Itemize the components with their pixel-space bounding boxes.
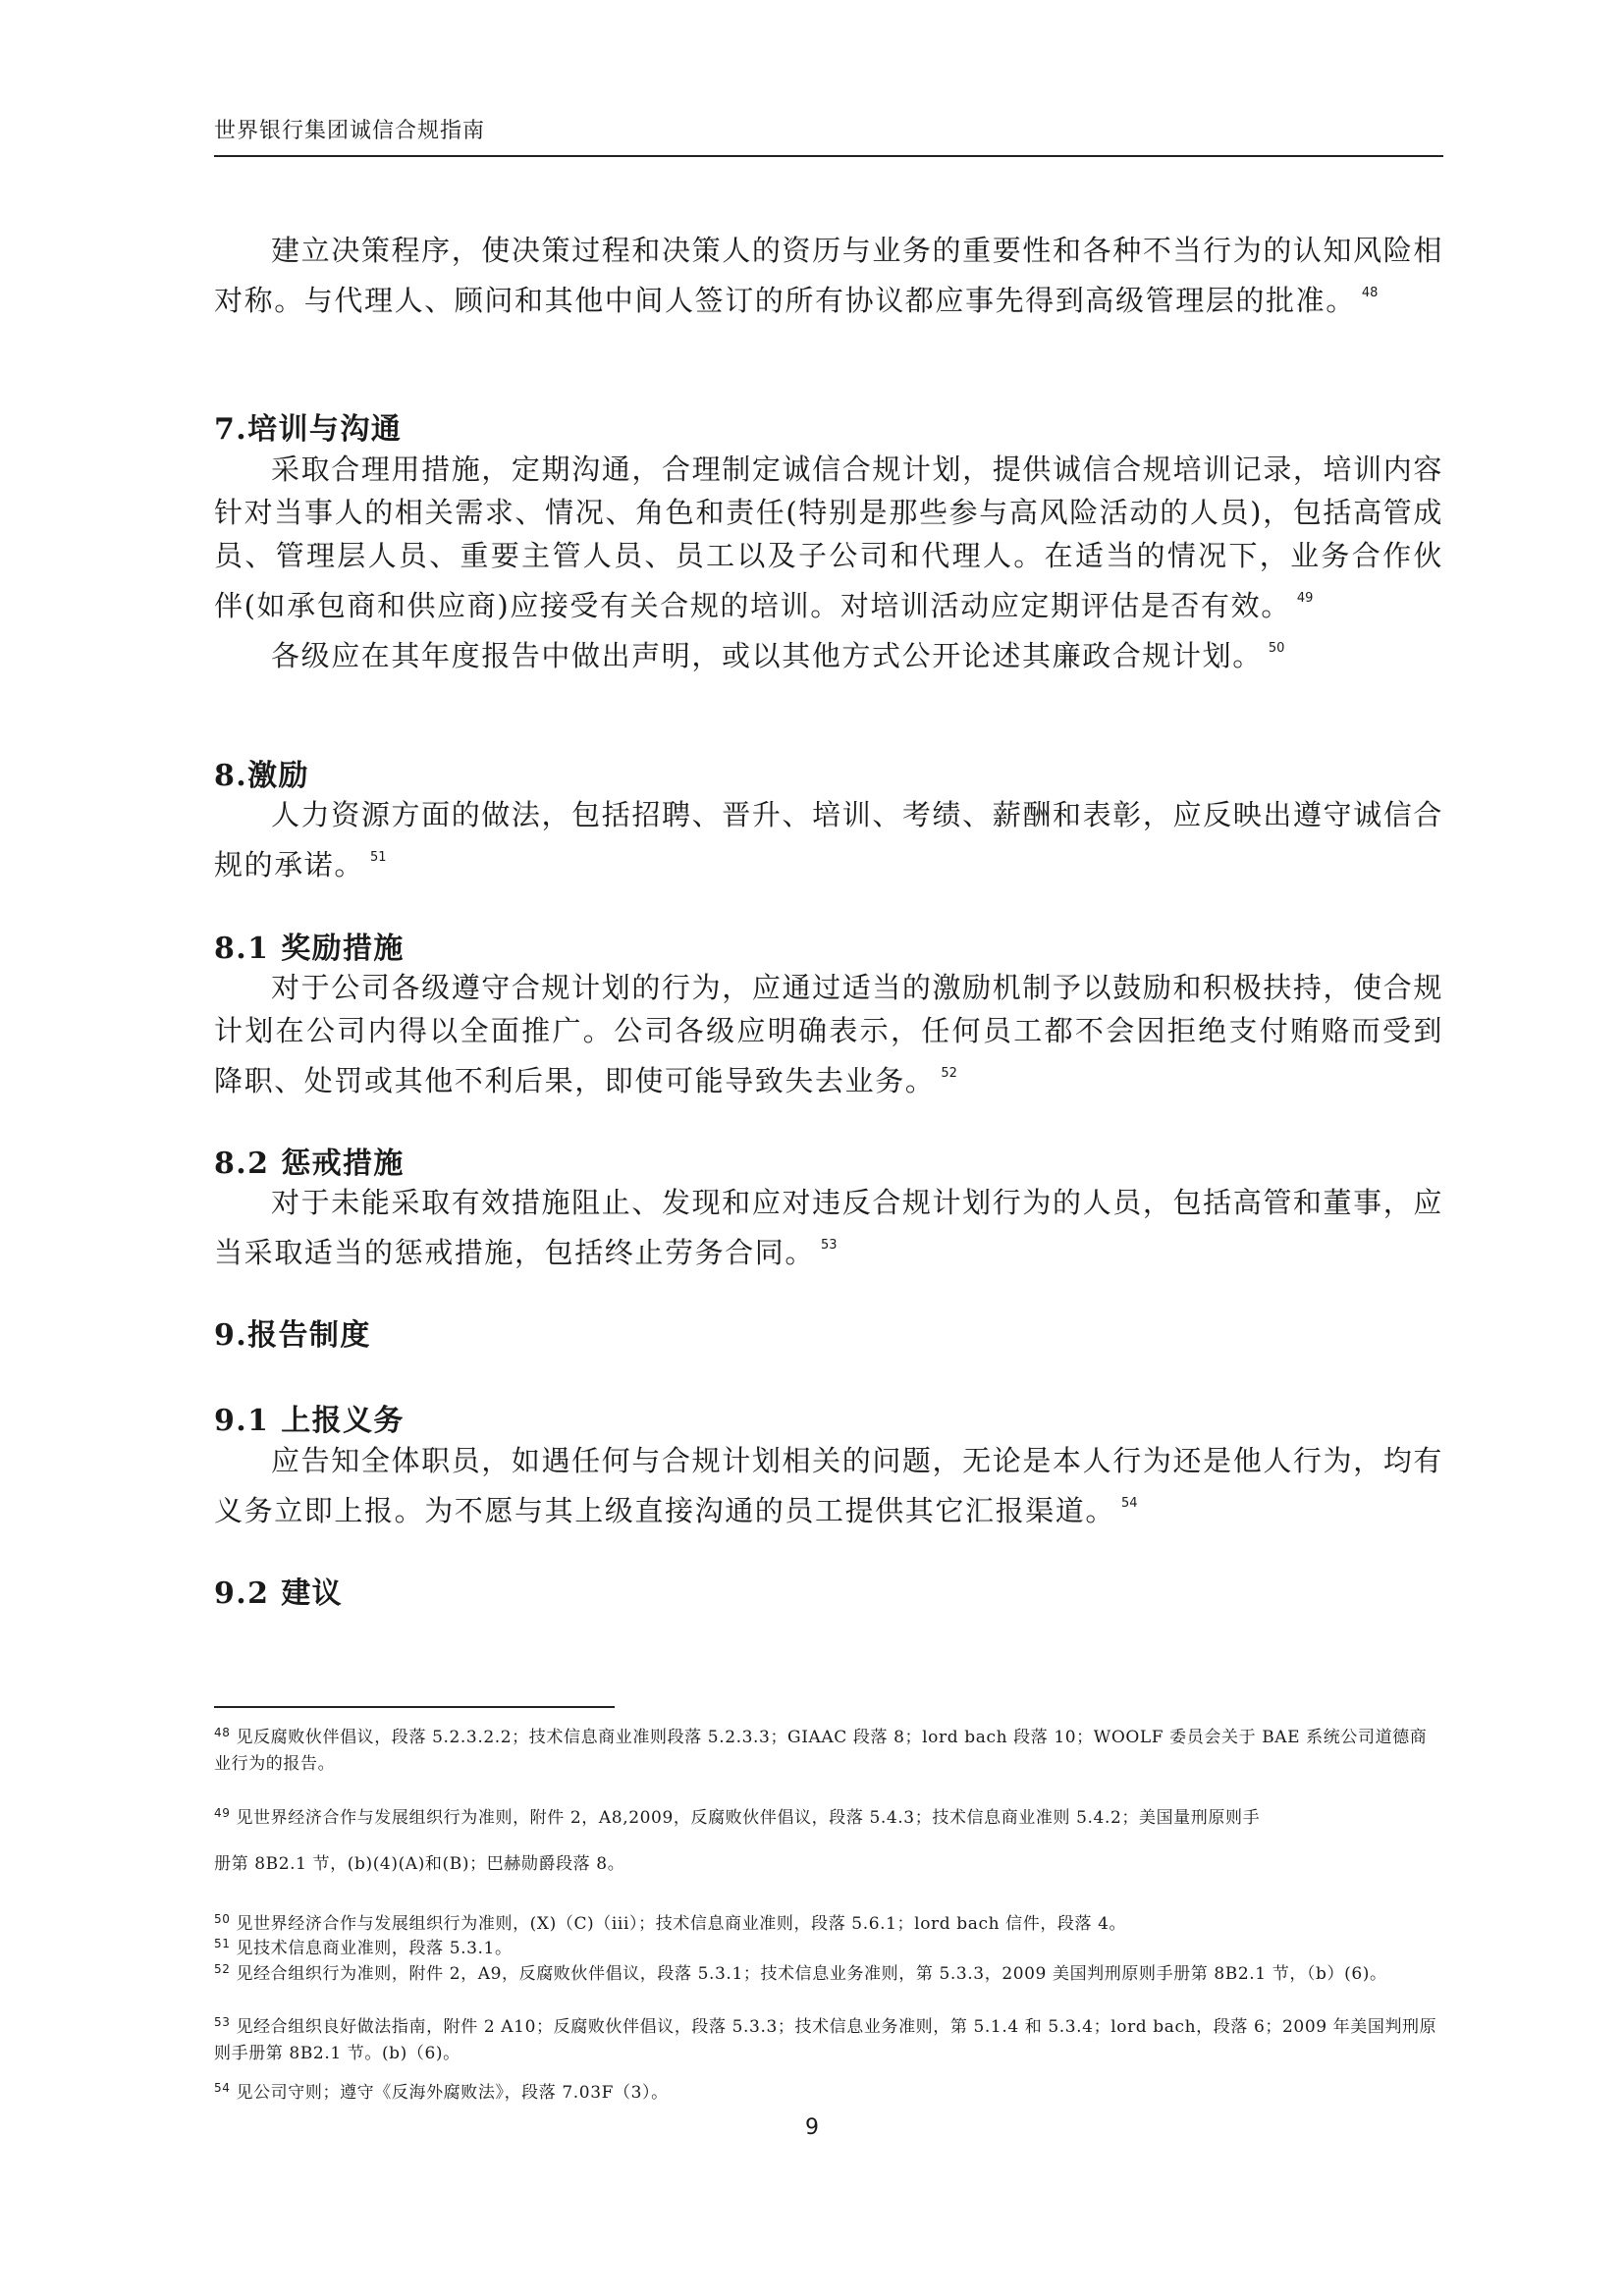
footnote-number: 51 bbox=[214, 1937, 231, 1950]
footnote-text: 见经合组织良好做法指南，附件 2 A10；反腐败伙伴倡议，段落 5.3.3；技术信息业务准则，第 5.1.4 和 5.3.4；lord bach，段落 6；2009 年美国判刑原则手册第 8B2.1 节。(b)（6)。 bbox=[214, 2017, 1437, 2063]
footnote-number: 50 bbox=[214, 1912, 231, 1926]
footnote-divider bbox=[214, 1706, 615, 1708]
page-header bbox=[214, 110, 1443, 157]
footnote-number: 49 bbox=[214, 1806, 231, 1820]
footnote-ref: 52 bbox=[941, 1066, 957, 1081]
section-8-1-body bbox=[214, 966, 1443, 1102]
footnote-48 bbox=[214, 1720, 1443, 1778]
footnote-ref: 50 bbox=[1268, 641, 1285, 656]
document-title: 世界银行集团诚信合规指南 bbox=[214, 119, 486, 143]
section-9-1-heading: 9.1 上报义务 bbox=[214, 1404, 405, 1438]
section-8-2-heading: 8.2 惩戒措施 bbox=[214, 1147, 405, 1181]
section-7-heading: 7.培训与沟通 bbox=[214, 412, 403, 447]
section-8-heading: 8.激励 bbox=[214, 759, 309, 793]
section-8-1-paragraph-1: 对于公司各级遵守合规计划的行为，应通过适当的激励机制予以鼓励和积极扶持，使合规计划在公司内得以全面推广。公司各级应明确表示，任何员工都不会因拒绝支付贿赂而受到降职、处罚或其他不利后果，即使可能导致失去业务。 bbox=[214, 971, 1443, 1097]
intro-paragraph bbox=[214, 229, 1443, 322]
section-9-2-heading: 9.2 建议 bbox=[214, 1576, 344, 1611]
footnote-number: 52 bbox=[214, 1962, 231, 1976]
section-8-body bbox=[214, 793, 1443, 886]
section-8-paragraph-1: 人力资源方面的做法，包括招聘、晋升、培训、考绩、薪酬和表彰，应反映出遵守诚信合规的承诺。 bbox=[214, 798, 1443, 881]
intro-text: 建立决策程序，使决策过程和决策人的资历与业务的重要性和各种不当行为的认知风险相对称。与代理人、顾问和其他中间人签订的所有协议都应事先得到高级管理层的批准。 bbox=[214, 234, 1443, 317]
footnote-text: 见反腐败伙伴倡议，段落 5.2.3.2.2；技术信息商业准则段落 5.2.3.3；GIAAC 段落 8；lord bach 段落 10；WOOLF 委员会关于 BAE 系统公司道德商业行为的报告。 bbox=[214, 1728, 1428, 1774]
footnote-text: 见公司守则；遵守《反海外腐败法》，段落 7.03F（3）。 bbox=[236, 2083, 669, 2103]
footnote-text: 见技术信息商业准则，段落 5.3.1。 bbox=[236, 1939, 513, 1958]
section-8-2-paragraph-1: 对于未能采取有效措施阻止、发现和应对违反合规计划行为的人员，包括高管和董事，应当采取适当的惩戒措施，包括终止劳务合同。 bbox=[214, 1186, 1443, 1269]
footnote-number: 54 bbox=[214, 2081, 231, 2095]
section-7-paragraph-1: 采取合理用措施，定期沟通，合理制定诚信合规计划，提供诚信合规培训记录，培训内容针对当事人的相关需求、情况、角色和责任(特别是那些参与高风险活动的人员)，包括高管成员、管理层人员、重要主管人员、员工以及子公司和代理人。在适当的情况下，业务合作伙伴(如承包商和供应商)应接受有关合规的培训。对培训活动应定期评估是否有效。 bbox=[214, 453, 1443, 622]
footnote-number: 53 bbox=[214, 2015, 231, 2029]
page-number: 9 bbox=[805, 2115, 819, 2140]
section-9-1-paragraph-1: 应告知全体职员，如遇任何与合规计划相关的问题，无论是本人行为还是他人行为，均有义务立即上报。为不愿与其上级直接沟通的员工提供其它汇报渠道。 bbox=[214, 1444, 1443, 1527]
footnote-49-continued bbox=[214, 1851, 1443, 1878]
footnote-text: 册第 8B2.1 节，(b)(4)(A)和(B)；巴赫勋爵段落 8。 bbox=[214, 1854, 625, 1874]
section-8-2-body bbox=[214, 1181, 1443, 1274]
footnote-53 bbox=[214, 2009, 1443, 2067]
section-8-1-heading: 8.1 奖励措施 bbox=[214, 932, 405, 966]
footnote-54 bbox=[214, 2075, 1443, 2107]
footnote-52 bbox=[214, 1956, 1443, 1988]
footnote-text: 见世界经济合作与发展组织行为准则，(X)（C)（iii）；技术信息商业准则，段落 5.6.1；lord bach 信件，段落 4。 bbox=[236, 1914, 1127, 1934]
section-9-heading: 9.报告制度 bbox=[214, 1318, 371, 1353]
footnote-text: 见世界经济合作与发展组织行为准则，附件 2，A8,2009，反腐败伙伴倡议，段落 5.4.3；技术信息商业准则 5.4.2；美国量刑原则手 bbox=[236, 1808, 1261, 1828]
section-7-paragraph-2: 各级应在其年度报告中做出声明，或以其他方式公开论述其廉政合规计划。 bbox=[271, 639, 1263, 672]
section-9-1-body bbox=[214, 1439, 1443, 1532]
footnote-text: 见经合组织行为准则，附件 2，A9，反腐败伙伴倡议，段落 5.3.1；技术信息业务准则，第 5.3.3，2009 美国判刑原则手册第 8B2.1 节，（b）(6)。 bbox=[236, 1964, 1387, 1984]
section-7-body bbox=[214, 448, 1443, 677]
footnote-ref: 48 bbox=[1361, 286, 1379, 300]
footnote-number: 48 bbox=[214, 1726, 231, 1739]
footnote-ref: 49 bbox=[1296, 591, 1314, 606]
footnote-ref: 53 bbox=[821, 1238, 838, 1253]
footnote-ref: 51 bbox=[370, 850, 387, 865]
footnote-ref: 54 bbox=[1121, 1496, 1138, 1511]
footnote-49 bbox=[214, 1800, 1443, 1832]
